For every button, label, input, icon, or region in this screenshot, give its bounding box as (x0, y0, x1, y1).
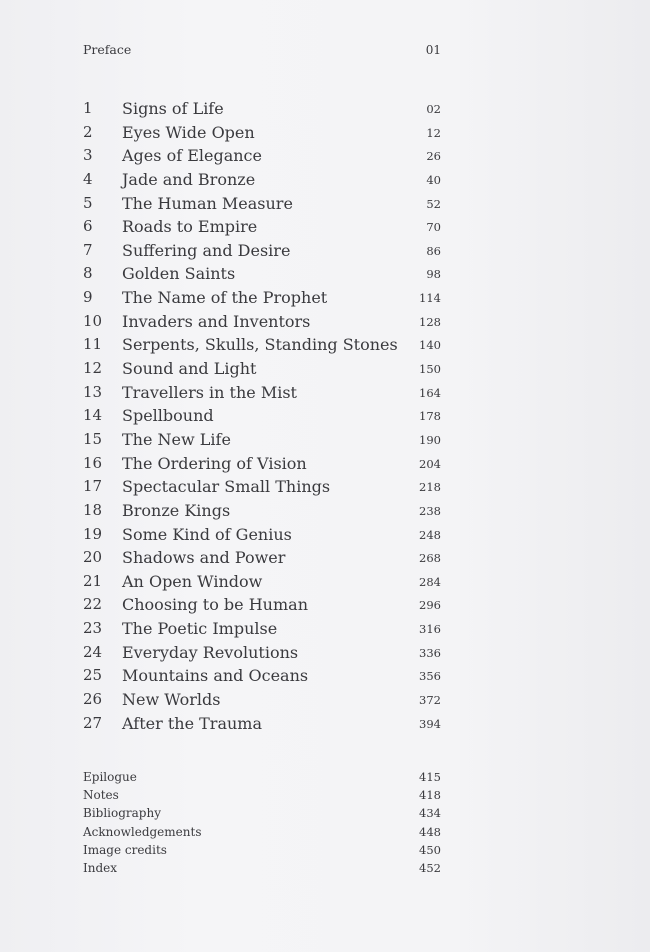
chapter-title: Eyes Wide Open (122, 122, 255, 142)
chapter-entry (83, 121, 441, 145)
chapter-title: Signs of Life (122, 99, 224, 118)
chapter-page-number: 164 (419, 385, 441, 400)
chapter-title: Invaders and Inventors (122, 311, 311, 331)
chapter-page-number: 238 (419, 503, 441, 518)
chapter-entry (83, 452, 441, 476)
chapter-entry (83, 712, 441, 736)
chapter-entry (83, 664, 441, 688)
chapter-page-number: 02 (426, 102, 441, 116)
chapter-title: The New Life (122, 429, 231, 449)
chapter-title: The Ordering of Vision (122, 453, 307, 473)
chapter-title: Jade and Bronze (122, 169, 256, 189)
chapter-page-number: 70 (426, 220, 441, 235)
chapter-number: 1 (83, 99, 93, 117)
chapter-entry (83, 239, 441, 263)
chapter-title: Travellers in the Mist (122, 382, 297, 402)
back-matter-entry (83, 859, 441, 877)
chapter-page-number: 114 (419, 291, 441, 306)
chapter-page-number: 26 (426, 149, 441, 164)
chapter-title: The Human Measure (122, 193, 293, 213)
chapter-number: 8 (83, 264, 93, 283)
chapter-title: Golden Saints (122, 264, 236, 284)
chapter-page-number: 204 (419, 456, 441, 471)
back-matter-title: Epilogue (83, 770, 137, 784)
chapter-title: Mountains and Oceans (122, 666, 309, 686)
chapter-entry (83, 523, 441, 547)
chapter-number: 10 (83, 311, 103, 330)
chapter-page-number: 316 (419, 622, 441, 637)
chapter-number: 2 (83, 122, 93, 141)
chapter-page-number: 356 (419, 669, 441, 684)
chapter-number: 24 (83, 642, 103, 661)
chapter-entry (83, 97, 441, 121)
chapter-title: Ages of Elegance (122, 146, 262, 166)
chapter-number: 7 (83, 240, 93, 259)
back-matter-title: Notes (83, 788, 119, 803)
chapter-entry (83, 357, 441, 381)
chapter-entry (83, 286, 441, 310)
back-matter-list (83, 768, 441, 877)
chapter-entry (83, 192, 441, 216)
chapter-page-number: 394 (419, 716, 441, 731)
chapter-number: 21 (83, 571, 103, 590)
back-matter-page-number: 448 (419, 824, 441, 839)
chapter-entry (83, 428, 441, 452)
chapter-page-number: 248 (419, 527, 441, 542)
chapter-title: Roads to Empire (122, 217, 258, 237)
chapter-title: Everyday Revolutions (122, 642, 299, 662)
chapter-number: 16 (83, 453, 103, 472)
chapter-number: 15 (83, 429, 103, 448)
back-matter-page-number: 450 (419, 842, 441, 857)
chapter-entry (83, 168, 441, 192)
chapter-number: 6 (83, 217, 93, 236)
chapter-entry (83, 593, 441, 617)
chapter-number: 19 (83, 524, 103, 543)
chapter-title: Shadows and Power (122, 548, 286, 568)
chapter-number: 25 (83, 666, 103, 685)
back-matter-page-number: 452 (419, 860, 441, 875)
chapter-page-number: 40 (426, 172, 441, 187)
back-matter-entry (83, 823, 441, 841)
chapter-page-number: 218 (419, 480, 441, 495)
back-matter-entry (83, 841, 441, 859)
back-matter-title: Acknowledgements (83, 824, 202, 839)
chapter-number: 13 (83, 382, 103, 401)
chapter-entry (83, 475, 441, 499)
chapter-title: Suffering and Desire (122, 240, 291, 260)
chapter-page-number: 372 (419, 693, 441, 708)
chapter-number: 5 (83, 193, 93, 212)
chapter-list (83, 97, 441, 735)
back-matter-title: Bibliography (83, 806, 161, 821)
chapter-title: Some Kind of Genius (122, 524, 292, 544)
chapter-number: 22 (83, 595, 103, 614)
chapter-page-number: 140 (419, 338, 441, 353)
chapter-page-number: 12 (426, 125, 441, 140)
chapter-number: 27 (83, 713, 103, 732)
chapter-number: 14 (83, 406, 103, 425)
chapter-title: The Name of the Prophet (122, 288, 328, 308)
chapter-title: Serpents, Skulls, Standing Stones (122, 335, 398, 355)
back-matter-page-number: 415 (419, 770, 441, 784)
chapter-page-number: 128 (419, 314, 441, 329)
back-matter-entry (83, 768, 441, 786)
chapter-entry (83, 310, 441, 334)
back-matter-page-number: 434 (419, 806, 441, 821)
chapter-entry (83, 215, 441, 239)
chapter-number: 20 (83, 548, 103, 567)
chapter-page-number: 296 (419, 598, 441, 613)
chapter-entry (83, 546, 441, 570)
chapter-page-number: 336 (419, 645, 441, 660)
back-matter-title: Image credits (83, 842, 167, 857)
chapter-entry (83, 262, 441, 286)
chapter-entry (83, 381, 441, 405)
chapter-entry (83, 144, 441, 168)
chapter-number: 12 (83, 359, 103, 378)
back-matter-page-number: 418 (419, 788, 441, 803)
back-matter-title: Index (83, 860, 118, 875)
preface-title: Preface (83, 42, 132, 57)
chapter-page-number: 86 (426, 243, 441, 258)
chapter-number: 4 (83, 169, 93, 188)
chapter-number: 3 (83, 146, 93, 165)
chapter-entry (83, 570, 441, 594)
chapter-entry (83, 641, 441, 665)
back-matter-entry (83, 804, 441, 822)
chapter-number: 23 (83, 619, 103, 638)
chapter-entry (83, 333, 441, 357)
chapter-number: 11 (83, 335, 103, 354)
chapter-page-number: 190 (419, 432, 441, 447)
chapter-entry (83, 499, 441, 523)
chapter-page-number: 284 (419, 574, 441, 589)
chapter-title: The Poetic Impulse (122, 619, 278, 639)
chapter-entry (83, 617, 441, 641)
chapter-page-number: 268 (419, 551, 441, 566)
chapter-page-number: 98 (426, 267, 441, 282)
chapter-title: Spellbound (122, 406, 214, 426)
chapter-title: An Open Window (122, 571, 263, 591)
chapter-number: 9 (83, 288, 93, 307)
chapter-number: 17 (83, 477, 103, 496)
chapter-page-number: 150 (419, 362, 441, 377)
chapter-title: Sound and Light (122, 359, 257, 379)
chapter-page-number: 52 (426, 196, 441, 211)
chapter-title: Spectacular Small Things (122, 477, 331, 497)
chapter-title: After the Trauma (122, 713, 262, 733)
chapter-number: 18 (83, 500, 103, 519)
chapter-title: Bronze Kings (122, 500, 231, 520)
chapter-entry (83, 404, 441, 428)
back-matter-entry (83, 786, 441, 804)
chapter-title: New Worlds (122, 690, 221, 710)
chapter-page-number: 178 (419, 409, 441, 424)
chapter-title: Choosing to be Human (122, 595, 308, 615)
preface-page-number: 01 (425, 43, 441, 57)
chapter-number: 26 (83, 690, 103, 709)
chapter-entry (83, 688, 441, 712)
